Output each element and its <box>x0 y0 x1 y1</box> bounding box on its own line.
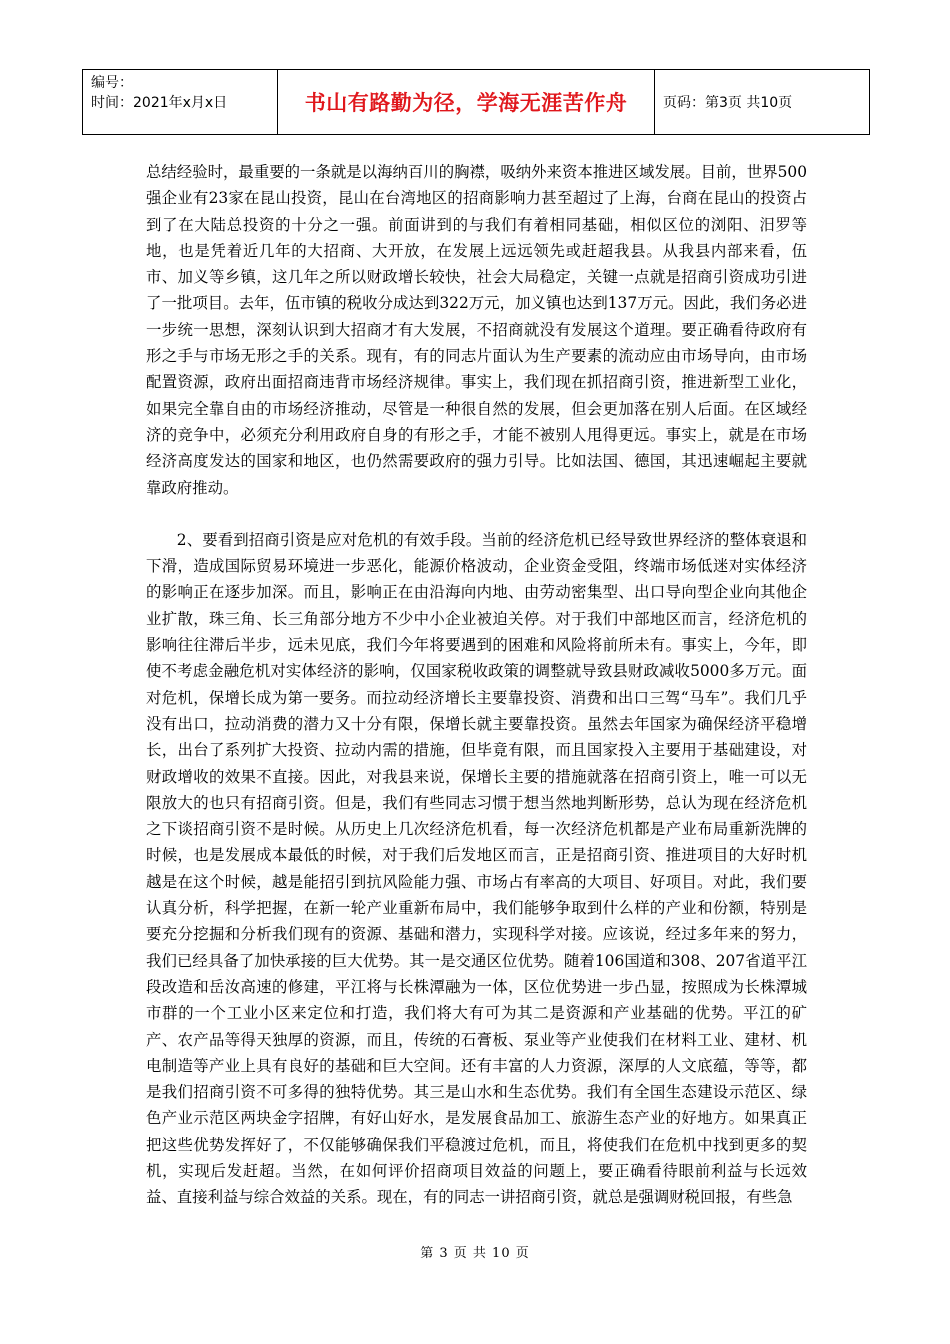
time-label: 时间：2021年x月x日 <box>91 95 228 111</box>
page-info: 页码：第3页 共10页 <box>663 95 793 111</box>
motto: 书山有路勤为径，学海无涯苦作舟 <box>278 70 655 134</box>
paragraph-2: 2、要看到招商引资是应对危机的有效手段。当前的经济危机已经导致世界经济的整体衰退和下滑，造成国际贸易环境进一步恶化，能源价格波动，企业资金受阻，终端市场低迷对实体经济的影响正在逐步加深。而且，影响正在由沿海向内地、由劳动密集型、出口导向型企业向其他企业扩散，珠三角、长三角部分地方不少中小企业被迫关停。对于我们中部地区而言，经济危机的影响往往滞后半步，远未见底，我们今年将要遇到的困难和风险将前所未有。事实上，今年，即使不考虑金融危机对实体经济的影响，仅国家税收政策的调整就导致县财政减收5000多万元。面对危机，保增长成为第一要务。而拉动经济增长主要靠投资、消费和出口三驾“马车”。我们几乎没有出口，拉动消费的潜力又十分有限，保增长就主要靠投资。虽然去年国家为确保经济平稳增长，出台了系列扩大投资、拉动内需的措施，但毕竟有限，而且国家投入主要用于基础建设，对财政增收的效果不直接。因此，对我县来说，保增长主要的措施就落在招商引资上，唯一可以无限放大的也只有招商引资。但是，我们有些同志习惯于想当然地判断形势，总认为现在经济危机之下谈招商引资不是时候。从历史上几次经济危机看，每一次经济危机都是产业布局重新洗牌的时候，也是发展成本最低的时候，对于我们后发地区而言，正是招商引资、推进项目的大好时机越是在这个时候，越是能招引到抗风险能力强、市场占有率高的大项目、好项目。对此，我们要认真分析，科学把握，在新一轮产业重新布局中，我们能够争取到什么样的产业和份额，特别是要充分挖掘和分析我们现有的资源、基础和潜力，实现科学对接。应该说，经过多年来的努力，我们已经具备了加快承接的巨大优势。其一是交通区位优势。随着106国道和308、207省道平江段改造和岳汝高速的修建，平江将与长株潭融为一体，区位优势进一步凸显，按照成为长株潭城市群的一个工业小区来定位和打造，我们将大有可为其二是资源和产业基础的优势。平江的矿产、农产品等得天独厚的资源，而且，传统的石膏板、泵业等产业使我们在材料工业、建材、机电制造等产业上具有良好的基础和巨大空间。还有丰富的人力资源，深厚的人文底蕴，等等，都是我们招商引资不可多得的独特优势。其三是山水和生态优势。我们有全国生态建设示范区、绿色产业示范区两块金字招牌，有好山好水，是发展食品加工、旅游生态产业的好地方。如果真正把这些优势发挥好了，不仅能够确保我们平稳渡过危机，而且，将使我们在危机中找到更多的契机，实现后发赶超。当然，在如何评价招商项目效益的问题上，要正确看待眼前利益与长远效益、直接利益与综合效益的关系。现在，有的同志一讲招商引资，就总是强调财税回报，有些急 <box>146 530 807 1207</box>
paragraph-1: 总结经验时，最重要的一条就是以海纳百川的胸襟，吸纳外来资本推进区域发展。目前，世界500强企业有23家在昆山投资，昆山在台湾地区的招商影响力甚至超过了上海，台商在昆山的投资占到了在大陆总投资的十分之一强。前面讲到的与我们有着相同基础，相似区位的浏阳、汨罗等地，也是凭着近几年的大招商、大开放，在发展上远远领先或赶超我县。从我县内部来看，伍市、加义等乡镇，这几年之所以财政增长较快，社会大局稳定，关键一点就是招商引资成功引进了一批项目。去年，伍市镇的税收分成达到322万元，加义镇也达到137万元。因此，我们务必进一步统一思想，深刻认识到大招商才有大发展，不招商就没有发展这个道理。要正确看待政府有形之手与市场无形之手的关系。现有，有的同志片面认为生产要素的流动应由市场导向，由市场配置资源，政府出面招商违背市场经济规律。事实上，我们现在抓招商引资，推进新型工业化，如果完全靠自由的市场经济推动，尽管是一种很自然的发展，但会更加落在别人后面。在区域经济的竞争中，必须充分利用政府自身的有形之手，才能不被别人甩得更远。事实上，就是在市场经济高度发达的国家和地区，也仍然需要政府的强力引导。比如法国、德国，其迅速崛起主要就靠政府推动。 <box>146 163 807 497</box>
document-body <box>146 159 807 1211</box>
number-label: 编号： <box>91 75 133 91</box>
page-footer: 第 3 页 共 10 页 <box>420 1246 530 1261</box>
header-meta <box>83 70 278 134</box>
header-table <box>82 69 870 135</box>
